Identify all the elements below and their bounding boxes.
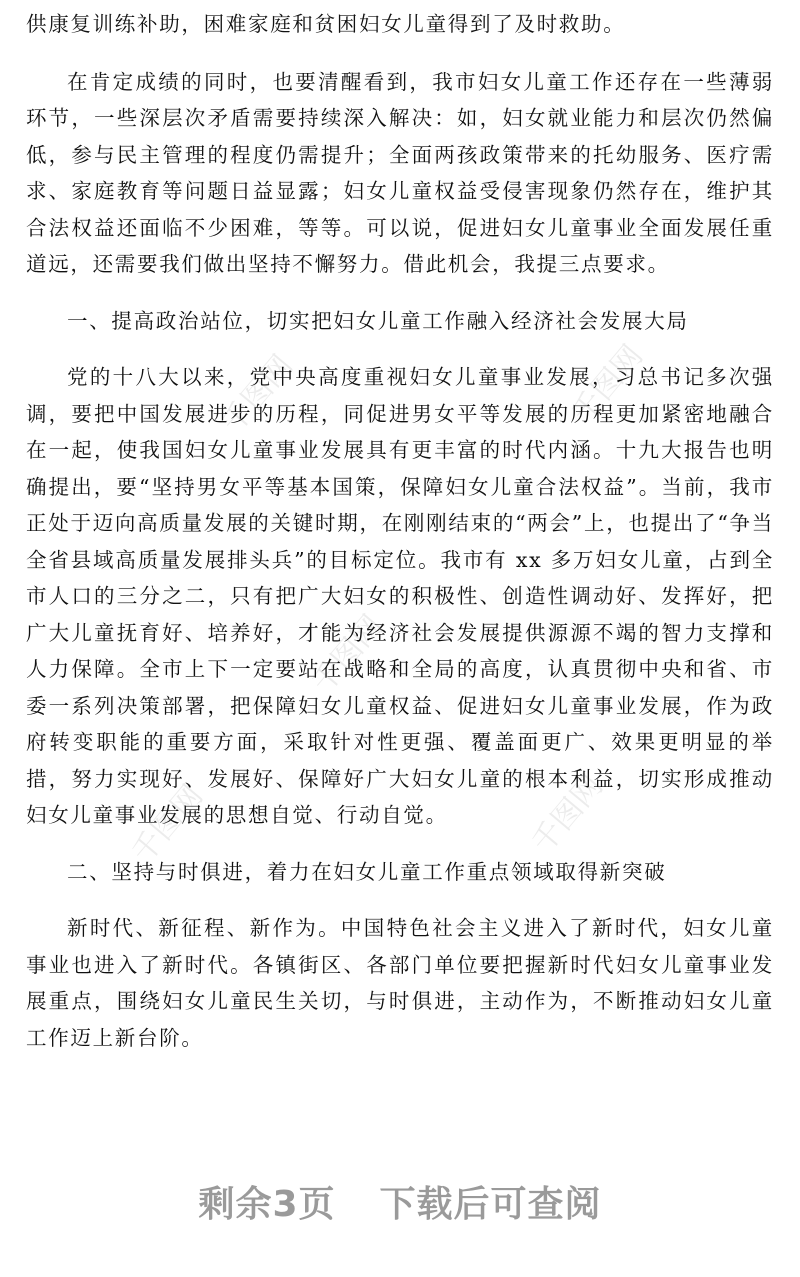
download-prompt[interactable] <box>0 1176 800 1227</box>
watermark: 千图网 <box>565 338 651 430</box>
watermark: 千图网 <box>125 778 211 870</box>
watermark: 千图网 <box>305 608 391 700</box>
watermark: 千图网 <box>215 348 301 440</box>
download-to-view-label: 下载后可查阅 <box>379 1184 602 1225</box>
document-body <box>26 6 774 1056</box>
paragraph: 在肯定成绩的同时，也要清醒看到，我市妇女儿童工作还存在一些薄弱环节，一些深层次矛盾需要持续深入解决：如，妇女就业能力和层次仍然偏低，参与民主管理的程度仍需提升；全面两孩政策带来的托幼服务、医疗需求、家庭教育等问题日益显露；妇女儿童权益受侵害现象仍然存在，维护其合法权益还面临不少困难，等等。可以说，促进妇女儿童事业全面发展任重道远，还需要我们做出坚持不懈努力。借此机会，我提三点要求。 <box>26 69 774 276</box>
remaining-pages-label: 剩余3页 <box>198 1184 336 1225</box>
section-heading: 一、提高政治站位，切实把妇女儿童工作融入经济社会发展大局 <box>67 308 689 333</box>
paragraph: 党的十八大以来，党中央高度重视妇女儿童事业发展，习总书记多次强调，要把中国发展进步的历程，同促进男女平等发展的历程更加紧密地融合在一起，使我国妇女儿童事业发展具有更丰富的时代内涵。十九大报告也明确提出，要“坚持男女平等基本国策，保障妇女儿童合法权益”。当前，我市正处于迈向高质量发展的关键时期，在刚刚结束的“两会”上，也提出了“争当全省县域高质量发展排头兵”的目标定位。我市有 xx 多万妇女儿童，占到全市人口的三分之二，只有把广大妇女的积极性、创造性调动好、发挥好，把广大儿童抚育好、培养好，才能为经济社会发展提供源源不竭的智力支撑和人力保障。全市上下一定要站在战略和全局的高度，认真贯彻中央和省、市委一系列决策部署，把保障妇女儿童权益、促进妇女儿童事业发展，作为政府转变职能的重要方面，采取针对性更强、覆盖面更广、效果更明显的举措，努力实现好、发展好、保障好广大妇女儿童的根本利益，切实形成推动妇女儿童事业发展的思想自觉、行动自觉。 <box>26 365 774 827</box>
paragraph-continuation: 供康复训练补助，困难家庭和贫困妇女儿童得到了及时救助。 <box>26 12 626 36</box>
watermark: 千图网 <box>525 768 611 860</box>
paragraph: 新时代、新征程、新作为。中国特色社会主义进入了新时代，妇女儿童事业也进入了新时代。各镇街区、各部门单位要把握新时代妇女儿童事业发展重点，围绕妇女儿童民生关切，与时俱进，主动作为，不断推动妇女儿童工作迈上新台阶。 <box>26 916 774 1050</box>
section-heading: 二、坚持与时俱进，着力在妇女儿童工作重点领域取得新突破 <box>67 859 667 884</box>
